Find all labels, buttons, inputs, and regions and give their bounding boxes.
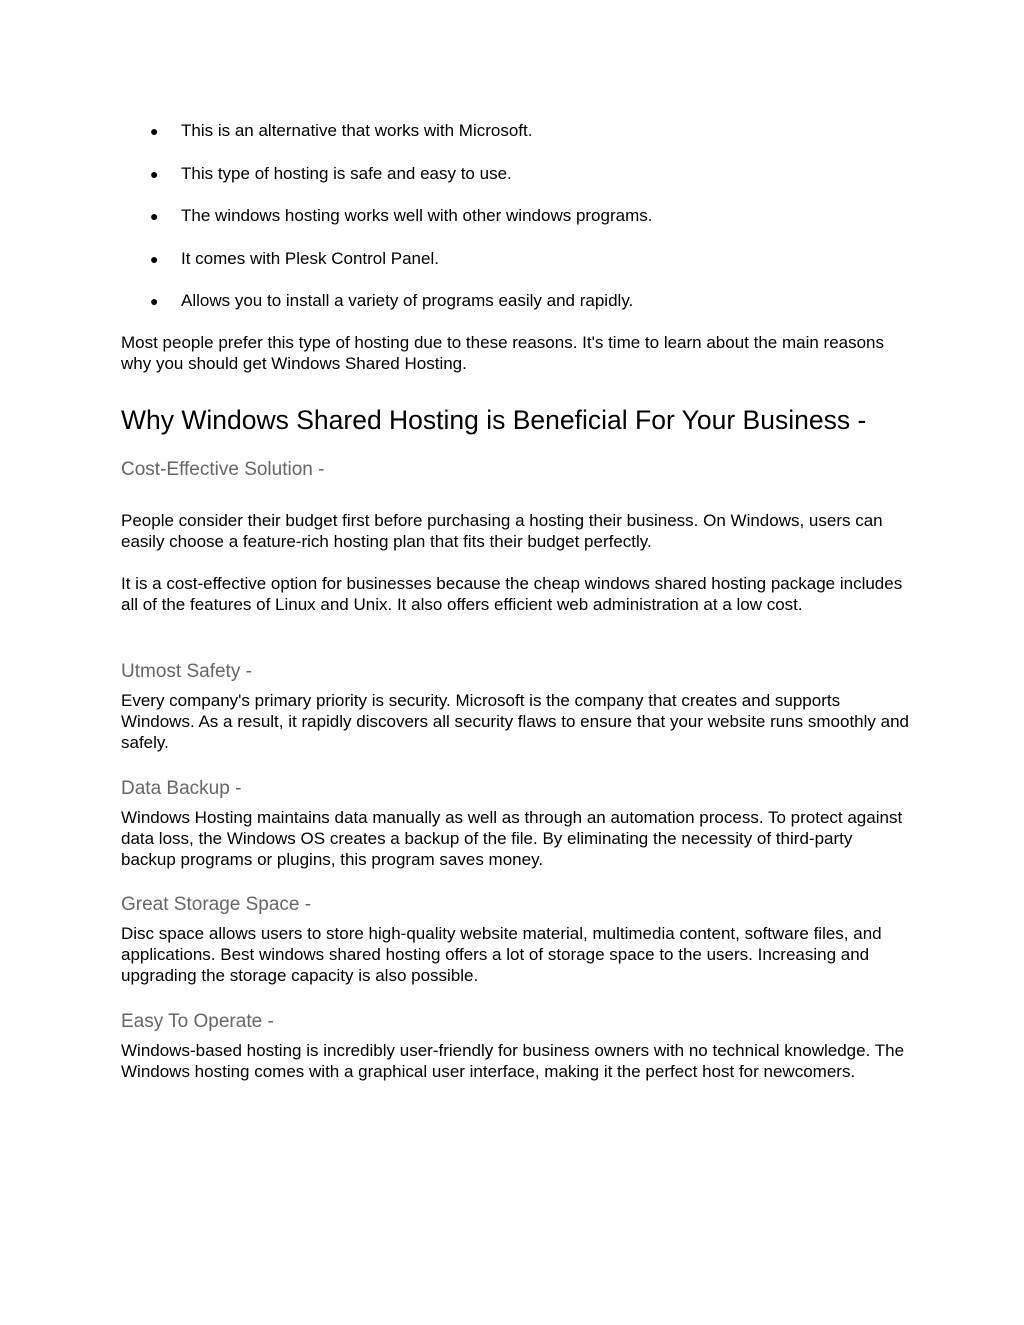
bullet-icon: ● bbox=[150, 208, 159, 224]
bullet-text: Allows you to install a variety of programs easily and rapidly. bbox=[181, 291, 634, 310]
bullet-icon: ● bbox=[150, 293, 159, 309]
feature-bullet-list bbox=[150, 121, 910, 334]
section-heading-great-storage-space: Great Storage Space - bbox=[121, 894, 312, 915]
list-item bbox=[150, 206, 910, 226]
bullet-icon: ● bbox=[150, 250, 159, 267]
section-paragraph: Disc space allows users to store high-quality website material, multimedia content, software files, and applications. Best windows shared hosting offers a lot of storage space to the users. Increasing and upgrading the storage capacity is also possible. bbox=[121, 924, 882, 986]
list-item bbox=[150, 291, 910, 311]
section-paragraph: Every company's primary priority is security. Microsoft is the company that creates and supports Windows. As a result, it rapidly discovers all security flaws to ensure that your website runs smoothly and safely. bbox=[121, 691, 910, 753]
section-paragraph: People consider their budget first before purchasing a hosting their business. On Windows, users can easily choose a feature-rich hosting plan that fits their budget perfectly. bbox=[121, 511, 883, 552]
list-item bbox=[150, 249, 910, 269]
section-heading-cost-effective: Cost-Effective Solution - bbox=[121, 459, 325, 480]
section-paragraph: Windows Hosting maintains data manually as well as through an automation process. To protect against data loss, the Windows OS creates a backup of the file. By eliminating the necessity of third-party backup programs or plugins, this program saves money. bbox=[121, 808, 903, 870]
bullet-icon: ● bbox=[150, 165, 159, 182]
section-heading-data-backup: Data Backup - bbox=[121, 778, 242, 799]
section-paragraph: It is a cost-effective option for businesses because the cheap windows shared hosting package includes all of the features of Linux and Unix. It also offers efficient web administration at a low cost. bbox=[121, 574, 903, 615]
main-heading: Why Windows Shared Hosting is Beneficial For Your Business - bbox=[121, 405, 867, 435]
bullet-icon: ● bbox=[150, 123, 159, 139]
section-heading-utmost-safety: Utmost Safety - bbox=[121, 661, 252, 682]
bullet-text: It comes with Plesk Control Panel. bbox=[181, 248, 439, 268]
bullet-text: This is an alternative that works with Microsoft. bbox=[181, 121, 533, 140]
list-item bbox=[150, 121, 910, 141]
section-heading-easy-to-operate: Easy To Operate - bbox=[121, 1011, 274, 1032]
bullet-text: This type of hosting is safe and easy to use. bbox=[181, 163, 512, 183]
list-item bbox=[150, 164, 910, 184]
section-paragraph: Windows-based hosting is incredibly user-friendly for business owners with no technical knowledge. The Windows hosting comes with a graphical user interface, making it the perfect host for newcomers. bbox=[121, 1041, 905, 1082]
bullet-text: The windows hosting works well with other windows programs. bbox=[181, 206, 653, 225]
intro-paragraph: Most people prefer this type of hosting due to these reasons. It's time to learn about the main reasons why you should get Windows Shared Hosting. bbox=[121, 333, 885, 374]
